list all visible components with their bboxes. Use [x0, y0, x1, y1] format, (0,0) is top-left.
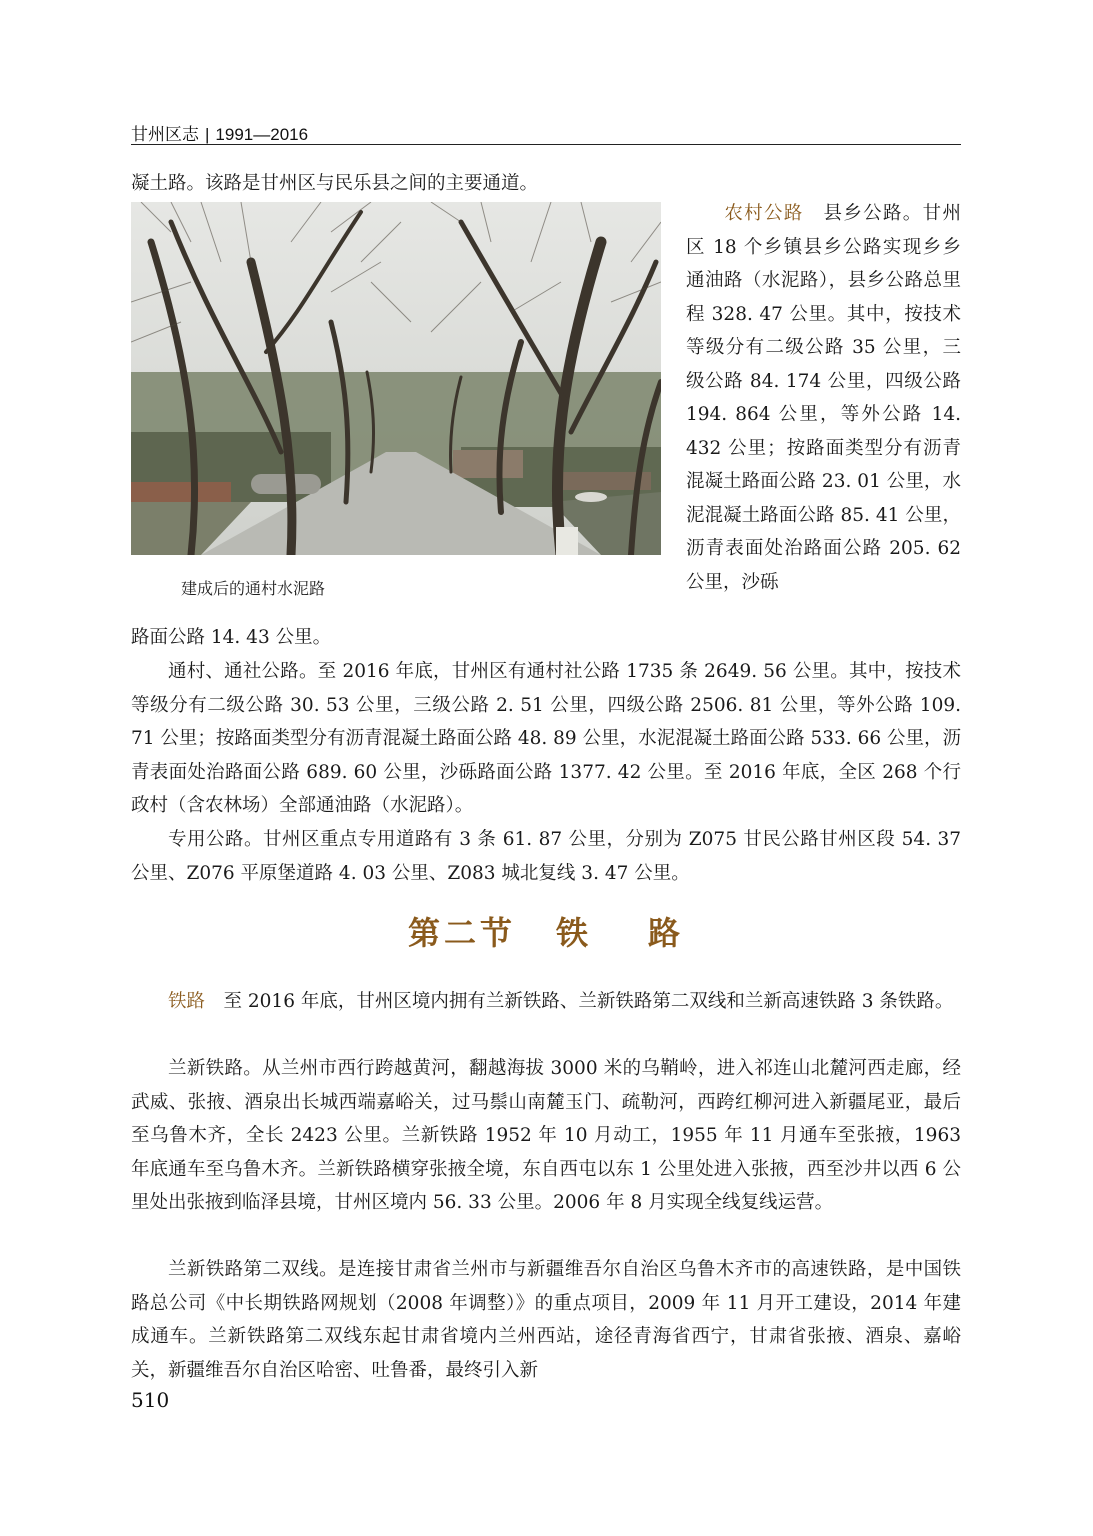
paragraph-continuation: [131, 167, 961, 201]
photo-illustration: [131, 202, 661, 555]
second-line-paragraph: 兰新铁路第二双线。是连接甘肃省兰州市与新疆维吾尔自治区乌鲁木齐市的高速铁路，是中国铁路总公司《中长期铁路网规划（2008 年调整）》的重点项目，2009 年 11 月开工建设，2014 年建成通车。兰新铁路第二双线东起甘肃省境内兰州西站，途径青海省西宁，甘肃省张掖、酒泉、嘉峪关，新疆维吾尔自治区哈密、吐鲁番，最终引入新: [131, 1259, 961, 1381]
railway-intro-text: 至 2016 年底，甘州区境内拥有兰新铁路、兰新铁路第二双线和兰新高速铁路 3 条铁路。: [205, 991, 954, 1012]
special-roads-paragraph: 专用公路。甘州区重点专用道路有 3 条 61. 87 公里，分别为 Z075 甘民公路甘州区段 54. 37 公里、Z076 平原堡道路 4. 03 公里、Z083 城北复线 3. 47 公里。: [131, 829, 961, 884]
railway-intro-paragraph: [131, 985, 961, 1019]
section-name-2: 路: [648, 914, 685, 952]
photo-caption: 建成后的通村水泥路: [181, 579, 326, 598]
book-title: 甘州区志: [131, 125, 199, 144]
lanxin-railway-paragraph: 兰新铁路。从兰州市西行跨越黄河，翻越海拔 3000 米的乌鞘岭，进入祁连山北麓河西走廊，经武威、张掖、酒泉出长城西端嘉峪关，过马鬃山南麓玉门、疏勒河，西跨红柳河进入新疆尾亚，最后至乌鲁木齐，全长 2423 公里。兰新铁路 1952 年 10 月动工，1955 年 11 月通车至张掖，1963 年底通车至乌鲁木齐。兰新铁路横穿张掖全境，东自西屯以东 1 公里处进入张掖，西至沙井以西 6 公里处出张掖到临泽县境，甘州区境内 56. 33 公里。2006 年 8 月实现全线复线运营。: [131, 1058, 961, 1213]
rural-roads-paragraph: [686, 197, 961, 599]
book-years: 1991—2016: [215, 125, 309, 144]
village-roads-paragraph: 通村、通社公路。至 2016 年底，甘州区有通村社公路 1735 条 2649. 56 公里。其中，按技术等级分有二级公路 30. 53 公里，三级公路 2. 51 公里，四级公路 2506. 81 公里，等外公路 109. 71 公里；按路面类型分有沥青混凝土路面公路 48. 89 公里，水泥混凝土路面公路 533. 66 公里，沥青表面处治路面公路 689. 60 公里，沙砾路面公路 1377. 42 公里。至 2016 年底，全区 268 个行政村（含农林场）全部通油路（水泥路）。: [131, 661, 961, 816]
section-heading: [131, 908, 961, 954]
section-name-1: 铁: [555, 914, 592, 952]
rural-roads-cont-text: 路面公路 14. 43 公里。: [131, 627, 332, 648]
continuation-text: 凝土路。该路是甘州区与民乐县之间的主要通道。: [131, 173, 539, 194]
section-number: 第二节: [407, 914, 516, 952]
railway-keyword: 铁路: [168, 991, 206, 1012]
running-header: [131, 120, 961, 145]
rural-roads-keyword: 农村公路: [723, 203, 804, 224]
village-road-photo: [131, 202, 661, 555]
page-number: 510: [131, 1388, 170, 1412]
header-separator: |: [205, 125, 210, 144]
rural-roads-continuation: [131, 621, 961, 655]
rural-roads-text: 县乡公路。甘州区 18 个乡镇县乡公路实现乡乡通油路（水泥路），县乡公路总里程 328. 47 公里。其中，按技术等级分有二级公路 35 公里，三级公路 84. 174 公里，四级公路 194. 864 公里，等外公路 14. 432 公里；按路面类型分有沥青混凝土路面公路 23. 01 公里，水泥混凝土路面公路 85. 41 公里，沥青表面处治路面公路 205. 62 公里，沙砾: [686, 203, 961, 593]
